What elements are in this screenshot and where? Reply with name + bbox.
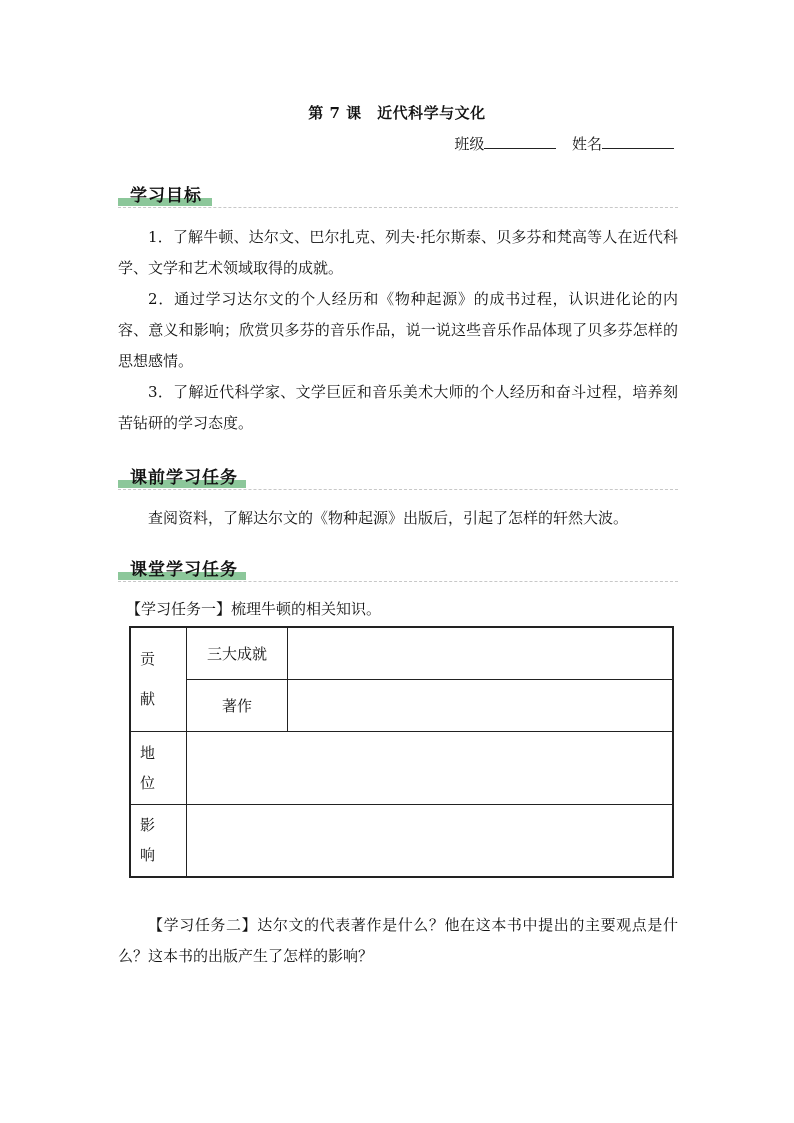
name-blank[interactable] [602,134,674,149]
section-class-label: 课堂学习任务 [130,560,238,580]
section-divider [118,489,678,490]
achievements-answer-cell[interactable] [288,627,674,679]
goal-item-1: 1．了解牛顿、达尔文、巴尔扎克、列夫·托尔斯泰、贝多芬和梵高等人在近代科学、文学和艺术领域取得的成就。 [118,228,678,277]
row-contribution-label: 贡 献 [130,627,187,731]
row-status-label: 地 位 [130,731,187,804]
section-divider [118,581,678,582]
pre-task-text: 查阅资料，了解达尔文的《物种起源》出版后，引起了怎样的轩然大波。 [148,509,629,527]
goal-item-2: 2．通过学习达尔文的个人经历和《物种起源》的成书过程，认识进化论的内容、意义和影响；欣赏贝多芬的音乐作品，说一说这些音乐作品体现了贝多芬怎样的思想感情。 [118,290,678,370]
influence-answer-cell[interactable] [187,804,674,877]
row-influence-label: 影 响 [130,804,187,877]
section-goals-header [118,180,678,208]
section-pre-header [118,462,678,490]
section-goals-label: 学习目标 [130,186,202,206]
goal-item-3: 3．了解近代科学家、文学巨匠和音乐美术大师的个人经历和奋斗过程，培养刻苦钻研的学习态度。 [118,383,678,432]
status-answer-cell[interactable] [187,731,674,804]
page-title: 第 7 课 近代科学与文化 [308,104,486,122]
sub-achievements-label: 三大成就 [187,627,288,679]
name-label: 姓名 [571,135,602,153]
student-info-line [454,133,674,154]
section-divider [118,207,678,208]
newton-table [129,626,674,878]
task1-prompt: 【学习任务一】梳理牛顿的相关知识。 [126,600,382,618]
class-blank[interactable] [484,134,556,149]
task2-text: 【学习任务二】达尔文的代表著作是什么？他在这本书中提出的主要观点是什么？这本书的出版产生了怎样的影响？ [118,916,678,965]
section-pre-label: 课前学习任务 [130,468,238,488]
sub-works-label: 著作 [187,679,288,731]
section-class-header [118,554,678,582]
class-label: 班级 [454,135,485,153]
works-answer-cell[interactable] [288,679,674,731]
